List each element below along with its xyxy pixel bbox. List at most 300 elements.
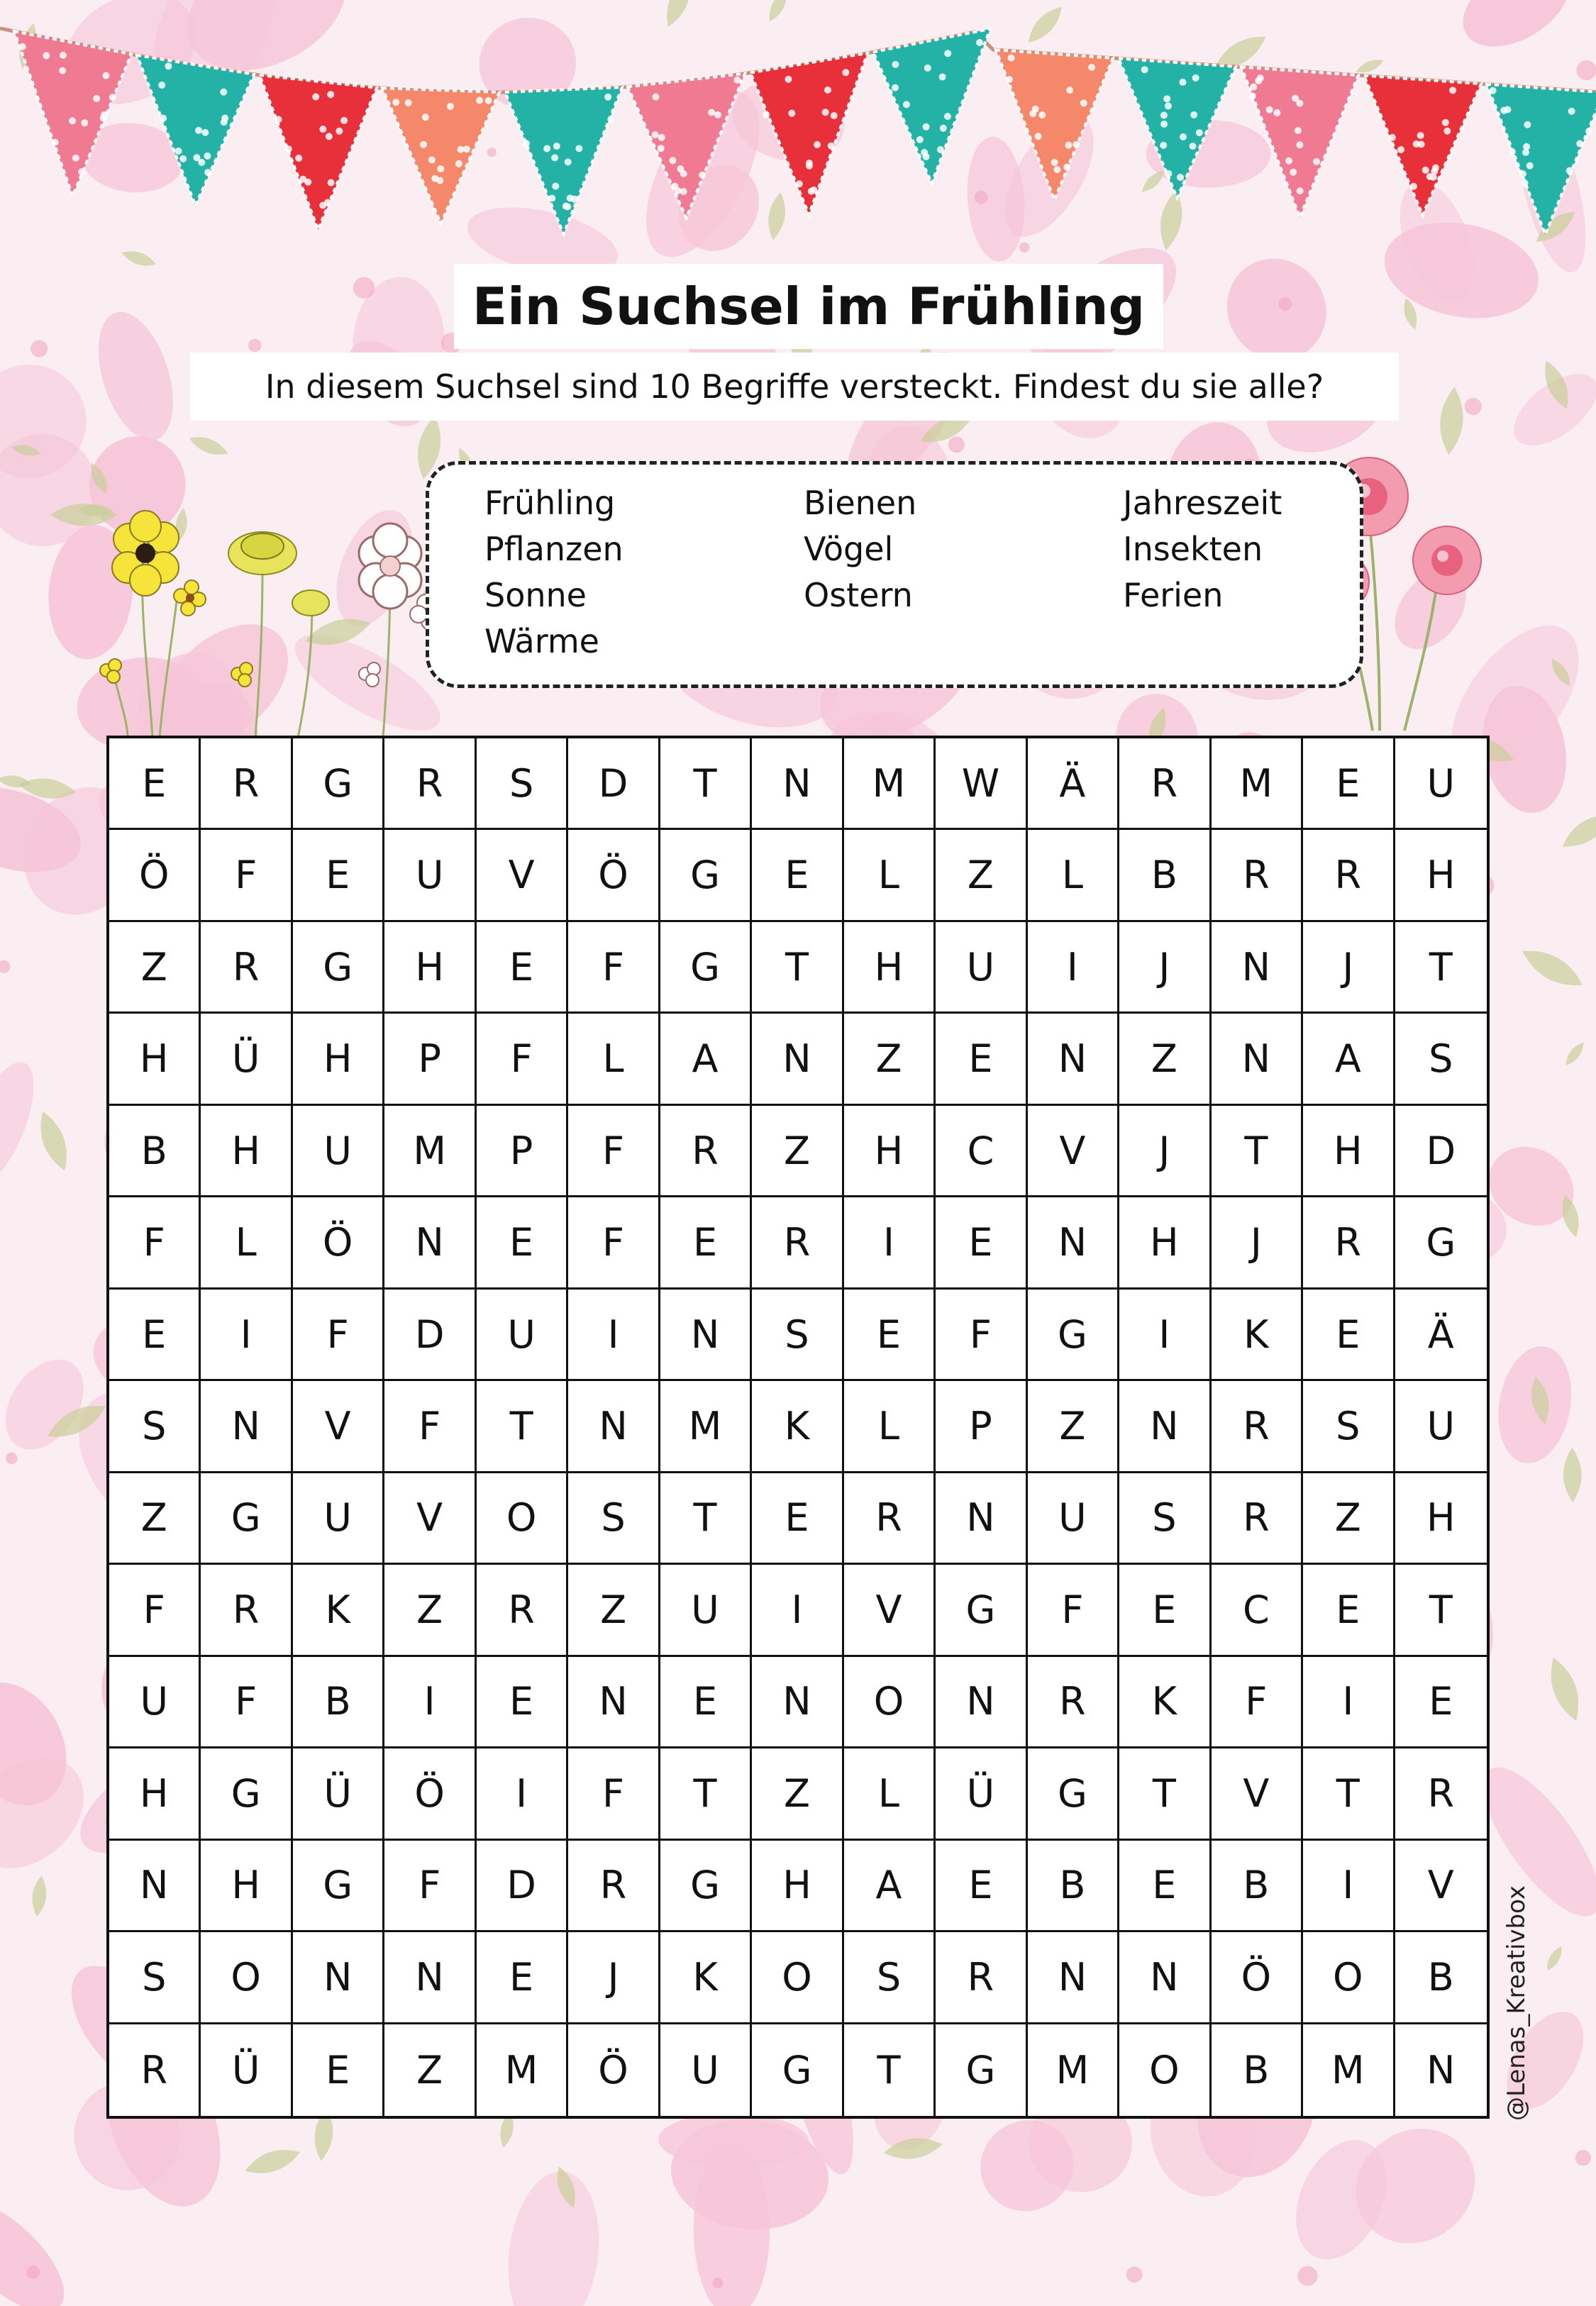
grid-cell[interactable]: Z: [109, 922, 201, 1014]
grid-cell[interactable]: H: [1395, 830, 1487, 921]
grid-cell[interactable]: I: [1028, 922, 1119, 1014]
grid-cell[interactable]: H: [1303, 1106, 1395, 1197]
grid-cell[interactable]: E: [293, 830, 384, 921]
grid-cell[interactable]: F: [568, 1748, 660, 1840]
grid-cell[interactable]: O: [844, 1657, 936, 1748]
grid-cell[interactable]: S: [844, 1932, 936, 2024]
grid-cell[interactable]: H: [752, 1841, 843, 1932]
grid-cell[interactable]: N: [1119, 1932, 1211, 2024]
letter-grid: [106, 736, 1490, 2119]
grid-cell[interactable]: S: [1395, 1014, 1487, 1105]
grid-cell[interactable]: N: [293, 1932, 384, 2024]
grid-cell[interactable]: R: [936, 1932, 1027, 2024]
grid-cell[interactable]: H: [293, 1014, 384, 1105]
grid-cell[interactable]: Ü: [936, 1748, 1027, 1840]
grid-cell[interactable]: P: [936, 1381, 1027, 1473]
grid-cell[interactable]: U: [384, 830, 476, 921]
grid-cell[interactable]: E: [477, 1657, 568, 1748]
grid-cell[interactable]: Ö: [568, 830, 660, 921]
flag-dot: [1073, 141, 1080, 148]
grid-cell[interactable]: Ü: [201, 1014, 292, 1105]
grid-cell[interactable]: O: [477, 1473, 568, 1565]
flag-dot: [1576, 140, 1583, 148]
grid-cell[interactable]: H: [384, 922, 476, 1014]
grid-cell[interactable]: Z: [384, 1565, 476, 1656]
grid-cell[interactable]: B: [1395, 1932, 1487, 2024]
grid-cell[interactable]: Z: [1303, 1473, 1395, 1565]
flag-dot: [1490, 87, 1497, 94]
grid-cell[interactable]: A: [844, 1841, 936, 1932]
grid-cell[interactable]: Ö: [568, 2024, 660, 2116]
grid-cell[interactable]: D: [1395, 1106, 1487, 1197]
grid-cell[interactable]: B: [1212, 1841, 1303, 1932]
grid-cell[interactable]: E: [477, 1932, 568, 2024]
grid-cell[interactable]: B: [109, 1106, 201, 1197]
flag-dot: [1141, 66, 1148, 73]
word-item: Insekten: [1123, 530, 1263, 568]
grid-cell[interactable]: E: [936, 1841, 1027, 1932]
grid-cell[interactable]: Z: [844, 1014, 936, 1105]
grid-cell[interactable]: N: [568, 1657, 660, 1748]
grid-cell[interactable]: G: [293, 1841, 384, 1932]
grid-cell[interactable]: I: [384, 1657, 476, 1748]
grid-cell[interactable]: N: [1212, 922, 1303, 1014]
flag-dot: [822, 109, 829, 116]
grid-cell[interactable]: T: [660, 1473, 752, 1565]
flag-dot: [175, 148, 182, 155]
word-item: Sonne: [484, 576, 587, 614]
flag-dot: [1389, 134, 1396, 141]
grid-cell[interactable]: Ä: [1395, 1290, 1487, 1381]
grid-cell[interactable]: L: [1028, 830, 1119, 921]
grid-cell[interactable]: I: [477, 1748, 568, 1840]
grid-cell[interactable]: N: [568, 1381, 660, 1473]
grid-cell[interactable]: G: [660, 922, 752, 1014]
grid-cell[interactable]: B: [1212, 2024, 1303, 2116]
flag-dot: [523, 140, 530, 147]
flag-dot: [275, 116, 282, 123]
grid-cell[interactable]: R: [201, 922, 292, 1014]
grid-cell[interactable]: I: [844, 1197, 936, 1289]
grid-cell[interactable]: T: [660, 738, 752, 830]
instructions-text: In diesem Suchsel sind 10 Begriffe versteckt. Findest du sie alle?: [265, 367, 1324, 406]
bunting-flag: [873, 29, 990, 184]
grid-cell[interactable]: S: [1303, 1381, 1395, 1473]
grid-cell[interactable]: O: [1119, 2024, 1211, 2116]
grid-cell[interactable]: T: [1395, 922, 1487, 1014]
grid-cell[interactable]: E: [660, 1197, 752, 1289]
grid-cell[interactable]: S: [109, 1932, 201, 2024]
grid-cell[interactable]: R: [109, 2024, 201, 2116]
grid-cell[interactable]: K: [752, 1381, 843, 1473]
grid-cell[interactable]: E: [1395, 1657, 1487, 1748]
dot-shape: [6, 1453, 18, 1465]
grid-cell[interactable]: S: [568, 1473, 660, 1565]
grid-cell[interactable]: S: [477, 738, 568, 830]
grid-cell[interactable]: G: [660, 1841, 752, 1932]
grid-cell[interactable]: N: [1119, 1381, 1211, 1473]
grid-cell[interactable]: F: [477, 1014, 568, 1105]
grid-cell[interactable]: G: [752, 2024, 843, 2116]
flag-dot: [1051, 159, 1058, 166]
flag-dot: [195, 127, 202, 134]
grid-cell[interactable]: E: [1303, 1565, 1395, 1656]
grid-cell[interactable]: L: [201, 1197, 292, 1289]
grid-cell[interactable]: E: [1119, 1841, 1211, 1932]
grid-cell[interactable]: E: [1119, 1565, 1211, 1656]
grid-cell[interactable]: G: [660, 830, 752, 921]
flag-dot: [340, 117, 348, 124]
grid-cell[interactable]: E: [1303, 738, 1395, 830]
grid-cell[interactable]: U: [1028, 1473, 1119, 1565]
grid-cell[interactable]: R: [1212, 1381, 1303, 1473]
grid-cell[interactable]: T: [844, 2024, 936, 2116]
grid-cell[interactable]: T: [1212, 1106, 1303, 1197]
grid-cell[interactable]: R: [568, 1841, 660, 1932]
grid-cell[interactable]: G: [201, 1748, 292, 1840]
grid-cell[interactable]: T: [1119, 1748, 1211, 1840]
grid-cell[interactable]: N: [752, 1657, 843, 1748]
grid-cell[interactable]: H: [201, 1106, 292, 1197]
grid-cell[interactable]: J: [1119, 922, 1211, 1014]
grid-cell[interactable]: I: [1119, 1290, 1211, 1381]
grid-cell[interactable]: L: [844, 830, 936, 921]
flag-dot: [93, 95, 100, 102]
flag-dot: [304, 179, 311, 186]
flag-dot: [831, 112, 838, 119]
grid-cell[interactable]: H: [844, 922, 936, 1014]
grid-cell[interactable]: D: [477, 1841, 568, 1932]
grid-cell[interactable]: J: [1303, 922, 1395, 1014]
grid-cell[interactable]: H: [1395, 1473, 1487, 1565]
petal-shape: [0, 2182, 82, 2306]
grid-cell[interactable]: B: [293, 1657, 384, 1748]
dot-shape: [1465, 398, 1482, 415]
grid-cell[interactable]: M: [1212, 738, 1303, 830]
grid-cell[interactable]: Z: [752, 1748, 843, 1840]
grid-cell[interactable]: Ö: [109, 830, 201, 921]
grid-cell[interactable]: T: [1303, 1748, 1395, 1840]
grid-cell[interactable]: H: [109, 1748, 201, 1840]
flag-dot: [708, 109, 715, 116]
grid-cell[interactable]: N: [936, 1473, 1027, 1565]
grid-cell[interactable]: I: [201, 1290, 292, 1381]
grid-cell[interactable]: U: [293, 1106, 384, 1197]
grid-cell[interactable]: N: [1212, 1014, 1303, 1105]
flag-dot: [1088, 64, 1095, 71]
grid-cell[interactable]: F: [109, 1565, 201, 1656]
dot-shape: [712, 2278, 723, 2288]
flag-dot: [326, 133, 333, 140]
grid-cell[interactable]: E: [936, 1197, 1027, 1289]
grid-cell[interactable]: J: [1212, 1197, 1303, 1289]
grid-cell[interactable]: R: [844, 1473, 936, 1565]
grid-cell[interactable]: U: [477, 1290, 568, 1381]
grid-cell[interactable]: G: [293, 922, 384, 1014]
bunting-flag: [996, 50, 1113, 200]
flag-dot: [658, 134, 665, 141]
grid-cell[interactable]: F: [293, 1290, 384, 1381]
grid-cell[interactable]: R: [1212, 830, 1303, 921]
grid-cell[interactable]: G: [1028, 1748, 1119, 1840]
grid-cell[interactable]: N: [1028, 1197, 1119, 1289]
flag-dot: [552, 183, 559, 190]
grid-cell[interactable]: W: [936, 738, 1027, 830]
grid-cell[interactable]: Z: [568, 1565, 660, 1656]
flag-dot: [60, 52, 67, 59]
grid-cell[interactable]: U: [660, 2024, 752, 2116]
flag-dot: [165, 62, 172, 70]
grid-cell[interactable]: O: [1303, 1932, 1395, 2024]
flag-dot: [1397, 146, 1404, 153]
grid-cell[interactable]: Ä: [1028, 738, 1119, 830]
grid-cell[interactable]: V: [1212, 1748, 1303, 1840]
grid-cell[interactable]: G: [936, 1565, 1027, 1656]
grid-cell[interactable]: E: [752, 1473, 843, 1565]
grid-cell[interactable]: T: [1395, 1565, 1487, 1656]
grid-cell[interactable]: U: [109, 1657, 201, 1748]
grid-cell[interactable]: H: [109, 1014, 201, 1105]
grid-cell[interactable]: E: [936, 1014, 1027, 1105]
flag-dot: [551, 154, 558, 161]
flag-dot: [455, 160, 462, 167]
grid-cell[interactable]: N: [660, 1290, 752, 1381]
flag-dot: [201, 129, 209, 136]
flag-dot: [1413, 140, 1420, 148]
flag-dot: [1432, 165, 1439, 172]
leaf-shape: [187, 432, 231, 460]
grid-cell[interactable]: V: [384, 1473, 476, 1565]
flag-dot: [437, 165, 444, 172]
grid-cell[interactable]: G: [293, 738, 384, 830]
grid-cell[interactable]: N: [752, 738, 843, 830]
grid-cell[interactable]: H: [1119, 1197, 1211, 1289]
flag-dot: [1063, 164, 1070, 171]
grid-cell[interactable]: V: [1028, 1106, 1119, 1197]
grid-cell[interactable]: N: [1028, 1014, 1119, 1105]
grid-cell[interactable]: U: [936, 922, 1027, 1014]
grid-cell[interactable]: F: [568, 1106, 660, 1197]
grid-cell[interactable]: K: [293, 1565, 384, 1656]
grid-cell[interactable]: N: [109, 1841, 201, 1932]
flag-dot: [785, 76, 792, 83]
grid-cell[interactable]: H: [844, 1106, 936, 1197]
grid-cell[interactable]: R: [1303, 1197, 1395, 1289]
grid-cell[interactable]: F: [201, 1657, 292, 1748]
flag-dot: [420, 141, 427, 148]
grid-cell[interactable]: R: [660, 1106, 752, 1197]
grid-cell[interactable]: E: [844, 1290, 936, 1381]
grid-cell[interactable]: T: [752, 922, 843, 1014]
grid-cell[interactable]: Z: [936, 830, 1027, 921]
grid-cell[interactable]: R: [201, 1565, 292, 1656]
grid-cell[interactable]: R: [1212, 1473, 1303, 1565]
grid-cell[interactable]: V: [1395, 1841, 1487, 1932]
grid-cell[interactable]: A: [660, 1014, 752, 1105]
grid-cell[interactable]: N: [201, 1381, 292, 1473]
grid-cell[interactable]: E: [293, 2024, 384, 2116]
grid-cell[interactable]: U: [1395, 1381, 1487, 1473]
grid-cell[interactable]: V: [477, 830, 568, 921]
grid-cell[interactable]: R: [1303, 830, 1395, 921]
grid-cell[interactable]: H: [201, 1841, 292, 1932]
grid-cell[interactable]: U: [293, 1473, 384, 1565]
grid-cell[interactable]: D: [568, 738, 660, 830]
grid-cell[interactable]: E: [477, 922, 568, 1014]
flag-dot: [1526, 162, 1534, 170]
grid-cell[interactable]: I: [1303, 1841, 1395, 1932]
grid-cell[interactable]: M: [1028, 2024, 1119, 2116]
grid-cell[interactable]: G: [1028, 1290, 1119, 1381]
grid-cell[interactable]: P: [384, 1014, 476, 1105]
grid-cell[interactable]: E: [1303, 1290, 1395, 1381]
grid-cell[interactable]: O: [201, 1932, 292, 2024]
grid-cell[interactable]: B: [1119, 830, 1211, 921]
flag-dot: [1163, 95, 1170, 102]
grid-cell[interactable]: R: [477, 1565, 568, 1656]
grid-cell[interactable]: I: [1303, 1657, 1395, 1748]
grid-cell[interactable]: K: [1119, 1657, 1211, 1748]
flag-dot: [607, 116, 614, 123]
grid-cell[interactable]: E: [477, 1197, 568, 1289]
grid-cell[interactable]: T: [660, 1748, 752, 1840]
grid-cell[interactable]: N: [384, 1932, 476, 2024]
leaf-shape: [1517, 941, 1588, 995]
flag-dot: [1297, 187, 1304, 194]
leaf-shape: [33, 1108, 74, 1175]
flag-dot: [1250, 84, 1257, 91]
flag-dot: [916, 136, 924, 143]
grid-cell[interactable]: S: [1119, 1473, 1211, 1565]
flag-dot: [808, 188, 815, 195]
grid-cell[interactable]: L: [844, 1748, 936, 1840]
dot-shape: [31, 340, 48, 357]
grid-cell[interactable]: I: [752, 1565, 843, 1656]
grid-cell[interactable]: L: [844, 1381, 936, 1473]
grid-cell[interactable]: M: [1303, 2024, 1395, 2116]
grid-cell[interactable]: Ö: [293, 1197, 384, 1289]
credit-text: @Lenas_Kreativbox: [1502, 1885, 1531, 2121]
flag-dot: [565, 158, 572, 165]
flag-dot: [485, 97, 492, 104]
grid-cell[interactable]: T: [477, 1381, 568, 1473]
grid-cell[interactable]: M: [477, 2024, 568, 2116]
grid-cell[interactable]: G: [1395, 1197, 1487, 1289]
grid-cell[interactable]: N: [1426, 2047, 1456, 2092]
flag-dot: [1160, 142, 1167, 149]
bunting-flag: [628, 74, 745, 218]
flag-dot: [923, 123, 930, 131]
grid-cell[interactable]: F: [109, 1197, 201, 1289]
dot-shape: [1126, 2266, 1143, 2283]
flag-dot: [1165, 102, 1172, 109]
grid-cell[interactable]: B: [1028, 1841, 1119, 1932]
grid-cell[interactable]: N: [752, 1014, 843, 1105]
grid-cell[interactable]: Z: [1028, 1381, 1119, 1473]
grid-cell[interactable]: C: [936, 1106, 1027, 1197]
grid-cell[interactable]: V: [844, 1565, 936, 1656]
grid-cell[interactable]: Ö: [384, 1748, 476, 1840]
grid-cell[interactable]: M: [660, 1381, 752, 1473]
grid-cell[interactable]: Ü: [201, 2024, 292, 2116]
flag-dot: [944, 113, 951, 120]
grid-cell[interactable]: Z: [384, 2024, 476, 2116]
grid-cell[interactable]: N: [384, 1197, 476, 1289]
grid-cell[interactable]: Z: [752, 1106, 843, 1197]
grid-cell[interactable]: K: [660, 1932, 752, 2024]
flag-dot: [1522, 179, 1529, 187]
flag-dot: [312, 94, 319, 101]
grid-cell[interactable]: S: [109, 1381, 201, 1473]
flag-dot: [571, 196, 578, 203]
grid-cell[interactable]: D: [384, 1290, 476, 1381]
grid-cell[interactable]: F: [1028, 1565, 1119, 1656]
grid-cell[interactable]: U: [1395, 738, 1487, 830]
grid-cell[interactable]: M: [384, 1106, 476, 1197]
grid-cell[interactable]: E: [109, 1290, 201, 1381]
flag-dot: [1065, 142, 1072, 149]
grid-cell[interactable]: S: [752, 1290, 843, 1381]
grid-cell[interactable]: E: [660, 1657, 752, 1748]
grid-cell[interactable]: V: [293, 1381, 384, 1473]
grid-cell[interactable]: F: [568, 922, 660, 1014]
grid-cell[interactable]: N: [1028, 1932, 1119, 2024]
grid-cell[interactable]: C: [1212, 1565, 1303, 1656]
flag-dot: [72, 155, 79, 162]
grid-cell[interactable]: E: [752, 830, 843, 921]
grid-cell[interactable]: M: [844, 738, 936, 830]
grid-cell[interactable]: P: [477, 1106, 568, 1197]
flag-dot: [43, 52, 50, 59]
grid-cell[interactable]: F: [384, 1841, 476, 1932]
grid-cell[interactable]: F: [568, 1197, 660, 1289]
grid-cell[interactable]: I: [568, 1290, 660, 1381]
grid-cell[interactable]: Z: [1119, 1014, 1211, 1105]
flag-dot: [78, 168, 85, 175]
grid-cell[interactable]: R: [752, 1197, 843, 1289]
grid-cell[interactable]: R: [1119, 738, 1211, 830]
grid-cell[interactable]: J: [1119, 1106, 1211, 1197]
grid-cell[interactable]: G: [201, 1473, 292, 1565]
grid-cell[interactable]: F: [1212, 1657, 1303, 1748]
grid-cell[interactable]: Ö: [1212, 1932, 1303, 2024]
flag-dot: [1196, 129, 1203, 136]
grid-cell[interactable]: R: [1028, 1657, 1119, 1748]
flag-dot: [1177, 174, 1184, 181]
grid-cell[interactable]: G: [936, 2024, 1027, 2116]
grid-cell[interactable]: J: [568, 1932, 660, 2024]
grid-cell[interactable]: L: [568, 1014, 660, 1105]
grid-cell[interactable]: Z: [109, 1473, 201, 1565]
grid-cell[interactable]: F: [936, 1290, 1027, 1381]
flag-dot: [575, 145, 582, 152]
grid-cell[interactable]: Ü: [293, 1748, 384, 1840]
flag-dot: [447, 103, 454, 110]
grid-cell[interactable]: A: [1303, 1014, 1395, 1105]
word-list: [484, 480, 1357, 679]
grid-cell[interactable]: U: [660, 1565, 752, 1656]
grid-cell[interactable]: F: [384, 1381, 476, 1473]
grid-cell[interactable]: F: [201, 830, 292, 921]
grid-cell[interactable]: R: [1395, 1748, 1487, 1840]
grid-cell[interactable]: R: [384, 738, 476, 830]
grid-cell[interactable]: R: [201, 738, 292, 830]
grid-cell[interactable]: N: [936, 1657, 1027, 1748]
grid-cell[interactable]: O: [752, 1932, 843, 2024]
dot-shape: [1575, 2150, 1591, 2166]
grid-cell[interactable]: E: [109, 738, 201, 830]
grid-cell[interactable]: K: [1212, 1290, 1303, 1381]
